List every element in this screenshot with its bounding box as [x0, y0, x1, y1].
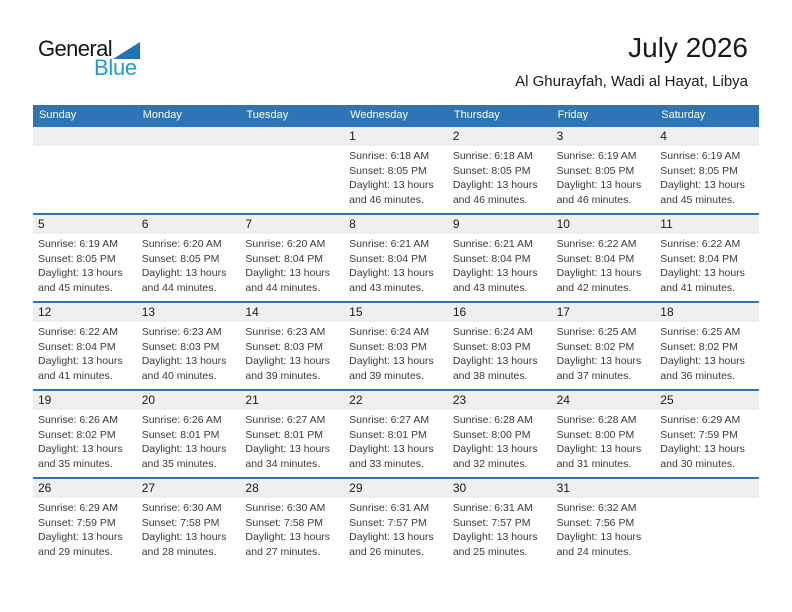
day-cell-5 [33, 215, 137, 301]
day-number-empty [137, 127, 241, 146]
day-cell-6 [137, 215, 241, 301]
daylight-text-line1: Daylight: 13 hours [38, 443, 123, 455]
day-details [552, 322, 656, 383]
sunrise-text: Sunrise: 6:24 AM [452, 326, 533, 338]
day-cell-8 [344, 215, 448, 301]
sunset-text: Sunset: 8:01 PM [245, 428, 324, 441]
day-number: 26 [33, 479, 137, 498]
day-number: 8 [344, 215, 448, 234]
sunset-text: Sunset: 7:57 PM [452, 516, 531, 529]
day-cell-25 [655, 391, 759, 477]
day-number: 9 [448, 215, 552, 234]
daylight-text-line1: Daylight: 13 hours [452, 179, 538, 191]
sunset-text: Sunset: 8:02 PM [556, 340, 635, 353]
day-number: 5 [33, 215, 137, 234]
header-titles [515, 32, 748, 91]
sunrise-text: Sunrise: 6:20 AM [245, 238, 326, 250]
sunrise-text: Sunrise: 6:19 AM [38, 238, 118, 250]
sunset-text: Sunset: 8:05 PM [141, 252, 220, 265]
sunset-text: Sunset: 8:02 PM [660, 340, 738, 353]
day-details [240, 410, 344, 471]
sunrise-text: Sunrise: 6:28 AM [452, 414, 533, 426]
day-number-empty [240, 127, 344, 146]
weekday-header-row [33, 105, 759, 125]
day-number-empty [33, 127, 137, 146]
sunset-text: Sunset: 8:05 PM [452, 164, 531, 177]
daylight-text-line1: Daylight: 13 hours [349, 355, 434, 367]
daylight-text-line1: Daylight: 13 hours [141, 443, 227, 455]
day-number: 16 [448, 303, 552, 322]
sunset-text: Sunset: 8:02 PM [38, 428, 116, 441]
daylight-text-line2: and 28 minutes. [141, 545, 217, 558]
day-details [448, 322, 552, 383]
empty-day-cell [240, 127, 344, 213]
daylight-text-line2: and 39 minutes. [349, 369, 424, 382]
day-number: 28 [240, 479, 344, 498]
day-details [448, 234, 552, 295]
sunrise-text: Sunrise: 6:26 AM [38, 414, 118, 426]
day-details [552, 234, 656, 295]
daylight-text-line1: Daylight: 13 hours [556, 355, 642, 367]
daylight-text-line1: Daylight: 13 hours [660, 267, 745, 279]
day-cell-14 [240, 303, 344, 389]
daylight-text-line2: and 32 minutes. [452, 457, 528, 470]
daylight-text-line1: Daylight: 13 hours [141, 355, 227, 367]
daylight-text-line1: Daylight: 13 hours [245, 267, 331, 279]
daylight-text-line2: and 31 minutes. [556, 457, 632, 470]
daylight-text-line2: and 41 minutes. [38, 369, 113, 382]
sunset-text: Sunset: 8:05 PM [349, 164, 427, 177]
weekday-header-tuesday: Tuesday [246, 109, 289, 121]
daylight-text-line2: and 46 minutes. [452, 193, 528, 206]
day-cell-31 [552, 479, 656, 565]
day-cell-18 [655, 303, 759, 389]
daylight-text-line1: Daylight: 13 hours [38, 355, 123, 367]
day-number: 15 [344, 303, 448, 322]
daylight-text-line2: and 35 minutes. [141, 457, 217, 470]
location-subtitle: Al Ghurayfah, Wadi al Hayat, Libya [515, 73, 748, 91]
day-number: 3 [552, 127, 656, 146]
sunset-text: Sunset: 8:04 PM [556, 252, 635, 265]
daylight-text-line1: Daylight: 13 hours [660, 355, 745, 367]
day-details [240, 498, 344, 559]
daylight-text-line2: and 37 minutes. [556, 369, 632, 382]
daylight-text-line1: Daylight: 13 hours [660, 179, 745, 191]
daylight-text-line1: Daylight: 13 hours [141, 267, 227, 279]
day-details [344, 234, 448, 295]
day-cell-24 [552, 391, 656, 477]
empty-day-cell [33, 127, 137, 213]
sunset-text: Sunset: 7:57 PM [349, 516, 427, 529]
sunset-text: Sunset: 8:04 PM [349, 252, 427, 265]
daylight-text-line2: and 41 minutes. [660, 281, 735, 294]
sunrise-text: Sunrise: 6:30 AM [141, 502, 222, 514]
general-blue-logo [38, 38, 140, 79]
sunrise-text: Sunrise: 6:27 AM [349, 414, 430, 426]
sunset-text: Sunset: 8:03 PM [245, 340, 324, 353]
day-details [655, 322, 759, 383]
day-details [344, 498, 448, 559]
daylight-text-line1: Daylight: 13 hours [38, 267, 123, 279]
day-cell-15 [344, 303, 448, 389]
sunrise-text: Sunrise: 6:23 AM [141, 326, 222, 338]
empty-day-cell [137, 127, 241, 213]
day-cell-30 [448, 479, 552, 565]
day-details [655, 146, 759, 207]
daylight-text-line2: and 34 minutes. [245, 457, 321, 470]
sunrise-text: Sunrise: 6:23 AM [245, 326, 326, 338]
sunset-text: Sunset: 8:03 PM [141, 340, 220, 353]
sunrise-text: Sunrise: 6:18 AM [452, 150, 533, 162]
daylight-text-line1: Daylight: 13 hours [349, 531, 434, 543]
weekday-header-thursday: Thursday [453, 109, 500, 121]
empty-day-cell [655, 479, 759, 565]
day-details [655, 234, 759, 295]
daylight-text-line1: Daylight: 13 hours [452, 531, 538, 543]
weekday-header-friday: Friday [557, 109, 589, 121]
daylight-text-line2: and 44 minutes. [141, 281, 217, 294]
sunrise-text: Sunrise: 6:26 AM [141, 414, 222, 426]
day-cell-10 [552, 215, 656, 301]
day-cell-19 [33, 391, 137, 477]
day-cell-7 [240, 215, 344, 301]
daylight-text-line2: and 42 minutes. [556, 281, 632, 294]
sunset-text: Sunset: 8:01 PM [349, 428, 427, 441]
sunrise-text: Sunrise: 6:31 AM [349, 502, 430, 514]
daylight-text-line1: Daylight: 13 hours [349, 443, 434, 455]
weekday-header-monday: Monday [142, 109, 182, 121]
day-number: 27 [137, 479, 241, 498]
sunrise-text: Sunrise: 6:19 AM [556, 150, 637, 162]
sunrise-text: Sunrise: 6:22 AM [556, 238, 637, 250]
day-cell-22 [344, 391, 448, 477]
day-cell-4 [655, 127, 759, 213]
sunset-text: Sunset: 7:58 PM [245, 516, 324, 529]
daylight-text-line1: Daylight: 13 hours [556, 531, 642, 543]
week-row [33, 301, 759, 389]
daylight-text-line1: Daylight: 13 hours [245, 443, 331, 455]
daylight-text-line1: Daylight: 13 hours [38, 531, 123, 543]
sunrise-text: Sunrise: 6:20 AM [141, 238, 222, 250]
logo-text-general: General [38, 36, 113, 61]
day-number: 14 [240, 303, 344, 322]
daylight-text-line1: Daylight: 13 hours [556, 267, 642, 279]
sunrise-text: Sunrise: 6:30 AM [245, 502, 326, 514]
daylight-text-line1: Daylight: 13 hours [660, 443, 745, 455]
sunset-text: Sunset: 8:05 PM [556, 164, 635, 177]
day-number: 24 [552, 391, 656, 410]
day-cell-11 [655, 215, 759, 301]
day-details [137, 410, 241, 471]
day-details [344, 322, 448, 383]
daylight-text-line2: and 25 minutes. [452, 545, 528, 558]
daylight-text-line1: Daylight: 13 hours [452, 443, 538, 455]
day-details [240, 234, 344, 295]
daylight-text-line1: Daylight: 13 hours [245, 355, 331, 367]
sunset-text: Sunset: 8:05 PM [660, 164, 738, 177]
day-details [655, 410, 759, 471]
daylight-text-line1: Daylight: 13 hours [556, 443, 642, 455]
day-cell-12 [33, 303, 137, 389]
sunset-text: Sunset: 8:04 PM [660, 252, 738, 265]
calendar-table [33, 105, 759, 565]
daylight-text-line2: and 45 minutes. [38, 281, 113, 294]
day-details [552, 146, 656, 207]
week-row [33, 213, 759, 301]
day-cell-3 [552, 127, 656, 213]
day-number: 18 [655, 303, 759, 322]
day-details [448, 146, 552, 207]
sunrise-text: Sunrise: 6:28 AM [556, 414, 637, 426]
day-number-empty [655, 479, 759, 498]
day-cell-16 [448, 303, 552, 389]
week-row [33, 477, 759, 565]
day-number: 12 [33, 303, 137, 322]
day-number: 19 [33, 391, 137, 410]
day-details [344, 146, 448, 207]
sunset-text: Sunset: 8:04 PM [245, 252, 324, 265]
sunrise-text: Sunrise: 6:31 AM [452, 502, 533, 514]
day-details [344, 410, 448, 471]
month-title: July 2026 [628, 32, 748, 63]
day-cell-2 [448, 127, 552, 213]
week-row [33, 389, 759, 477]
sunrise-text: Sunrise: 6:32 AM [556, 502, 637, 514]
day-details [33, 234, 137, 295]
daylight-text-line2: and 26 minutes. [349, 545, 424, 558]
day-number: 11 [655, 215, 759, 234]
sunset-text: Sunset: 8:03 PM [452, 340, 531, 353]
day-cell-20 [137, 391, 241, 477]
day-cell-23 [448, 391, 552, 477]
day-number: 1 [344, 127, 448, 146]
sunset-text: Sunset: 8:00 PM [556, 428, 635, 441]
day-number: 22 [344, 391, 448, 410]
day-number: 30 [448, 479, 552, 498]
sunset-text: Sunset: 7:59 PM [660, 428, 738, 441]
day-cell-17 [552, 303, 656, 389]
day-number: 25 [655, 391, 759, 410]
weekday-header-sunday: Sunday [39, 109, 77, 121]
sunrise-text: Sunrise: 6:21 AM [349, 238, 430, 250]
sunrise-text: Sunrise: 6:29 AM [660, 414, 741, 426]
sunrise-text: Sunrise: 6:27 AM [245, 414, 326, 426]
daylight-text-line2: and 43 minutes. [452, 281, 528, 294]
day-details [552, 410, 656, 471]
daylight-text-line2: and 44 minutes. [245, 281, 321, 294]
day-number: 20 [137, 391, 241, 410]
daylight-text-line2: and 27 minutes. [245, 545, 321, 558]
sunset-text: Sunset: 7:58 PM [141, 516, 220, 529]
day-details [33, 410, 137, 471]
daylight-text-line2: and 46 minutes. [349, 193, 424, 206]
daylight-text-line2: and 39 minutes. [245, 369, 321, 382]
daylight-text-line1: Daylight: 13 hours [349, 179, 434, 191]
day-details [240, 322, 344, 383]
daylight-text-line1: Daylight: 13 hours [245, 531, 331, 543]
sunset-text: Sunset: 7:56 PM [556, 516, 635, 529]
day-details [33, 498, 137, 559]
sunrise-text: Sunrise: 6:21 AM [452, 238, 533, 250]
day-cell-1 [344, 127, 448, 213]
sunrise-text: Sunrise: 6:25 AM [556, 326, 637, 338]
sunset-text: Sunset: 8:03 PM [349, 340, 427, 353]
daylight-text-line2: and 35 minutes. [38, 457, 113, 470]
day-number: 29 [344, 479, 448, 498]
sunrise-text: Sunrise: 6:18 AM [349, 150, 430, 162]
day-cell-29 [344, 479, 448, 565]
sunrise-text: Sunrise: 6:19 AM [660, 150, 741, 162]
day-details [448, 498, 552, 559]
daylight-text-line2: and 29 minutes. [38, 545, 113, 558]
sunrise-text: Sunrise: 6:29 AM [38, 502, 118, 514]
day-details [552, 498, 656, 559]
day-number: 17 [552, 303, 656, 322]
sunrise-text: Sunrise: 6:22 AM [38, 326, 118, 338]
weekday-header-wednesday: Wednesday [350, 109, 409, 121]
sunset-text: Sunset: 8:00 PM [452, 428, 531, 441]
day-number: 4 [655, 127, 759, 146]
day-cell-27 [137, 479, 241, 565]
day-details [33, 322, 137, 383]
daylight-text-line1: Daylight: 13 hours [452, 267, 538, 279]
sunset-text: Sunset: 8:04 PM [38, 340, 116, 353]
day-number: 13 [137, 303, 241, 322]
sunset-text: Sunset: 8:04 PM [452, 252, 531, 265]
daylight-text-line1: Daylight: 13 hours [452, 355, 538, 367]
daylight-text-line1: Daylight: 13 hours [141, 531, 227, 543]
day-details [137, 322, 241, 383]
daylight-text-line2: and 46 minutes. [556, 193, 632, 206]
day-number: 7 [240, 215, 344, 234]
sunset-text: Sunset: 8:05 PM [38, 252, 116, 265]
daylight-text-line2: and 40 minutes. [141, 369, 217, 382]
sunset-text: Sunset: 8:01 PM [141, 428, 220, 441]
day-number: 2 [448, 127, 552, 146]
daylight-text-line2: and 30 minutes. [660, 457, 735, 470]
sunrise-text: Sunrise: 6:22 AM [660, 238, 741, 250]
day-cell-9 [448, 215, 552, 301]
daylight-text-line1: Daylight: 13 hours [556, 179, 642, 191]
sunset-text: Sunset: 7:59 PM [38, 516, 116, 529]
weekday-header-saturday: Saturday [661, 109, 706, 121]
day-number: 6 [137, 215, 241, 234]
day-number: 21 [240, 391, 344, 410]
day-number: 23 [448, 391, 552, 410]
day-number: 10 [552, 215, 656, 234]
day-cell-21 [240, 391, 344, 477]
day-cell-13 [137, 303, 241, 389]
daylight-text-line2: and 36 minutes. [660, 369, 735, 382]
daylight-text-line2: and 38 minutes. [452, 369, 528, 382]
week-row [33, 125, 759, 213]
day-number: 31 [552, 479, 656, 498]
day-details [448, 410, 552, 471]
daylight-text-line1: Daylight: 13 hours [349, 267, 434, 279]
daylight-text-line2: and 24 minutes. [556, 545, 632, 558]
daylight-text-line2: and 33 minutes. [349, 457, 424, 470]
daylight-text-line2: and 43 minutes. [349, 281, 424, 294]
daylight-text-line2: and 45 minutes. [660, 193, 735, 206]
logo-text-blue: Blue [94, 55, 137, 80]
day-details [137, 234, 241, 295]
day-details [137, 498, 241, 559]
calendar-weeks [33, 125, 759, 565]
sunrise-text: Sunrise: 6:25 AM [660, 326, 741, 338]
day-cell-28 [240, 479, 344, 565]
sunrise-text: Sunrise: 6:24 AM [349, 326, 430, 338]
day-cell-26 [33, 479, 137, 565]
